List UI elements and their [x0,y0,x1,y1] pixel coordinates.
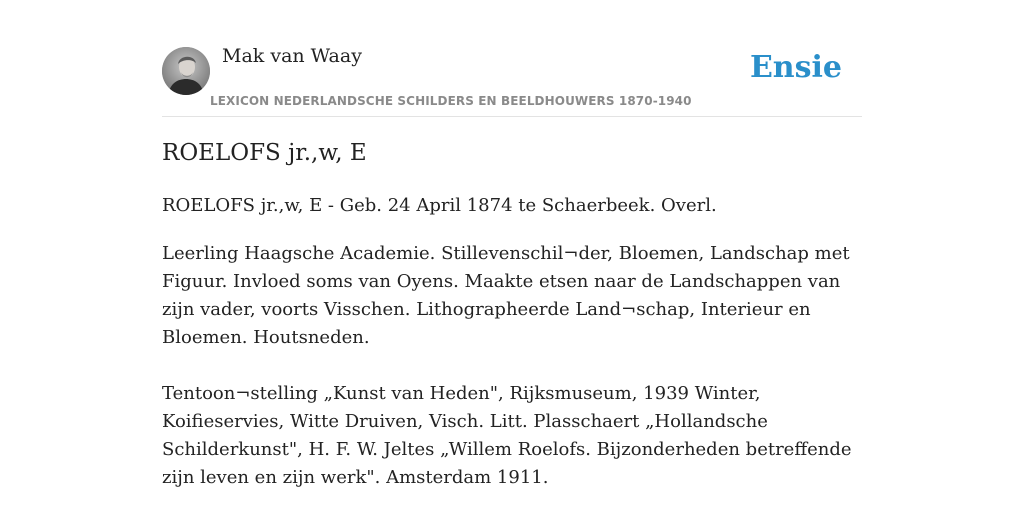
article-lead: ROELOFS jr.,w, E - Geb. 24 April 1874 te Schaerbeek. Overl. [162,195,717,216]
page-header [162,0,862,117]
author-avatar[interactable] [162,47,210,95]
article-paragraph: Tentoon¬stelling „Kunst van Heden", Rijksmuseum, 1939 Winter, Koifieservies, Witte Druiven, Visch. Litt. Plasschaert „Hollandsche Schilderkunst", H. F. W. Jeltes „Willem Roelofs. Bijzonderheden betreffende zijn leven en zijn werk". Amsterdam 1911. [162,383,852,488]
brand-logo[interactable]: Ensie [749,50,842,85]
article-title: ROELOFS jr.,w, E [162,140,367,166]
article-paragraph: Leerling Haagsche Academie. Stillevenschil¬der, Bloemen, Landschap met Figuur. Invloed soms van Oyens. Maakte etsen naar de Landschappen van zijn vader, voorts Visschen. Lithographeerde Land¬schap, Interieur en Bloemen. Houtsneden. [162,243,850,348]
article-body [162,240,862,520]
collection-title[interactable]: LEXICON NEDERLANDSCHE SCHILDERS EN BEELDHOUWERS 1870-1940 [210,94,692,108]
author-name[interactable]: Mak van Waay [222,45,362,67]
page-container [162,0,862,488]
portrait-image [162,47,210,95]
